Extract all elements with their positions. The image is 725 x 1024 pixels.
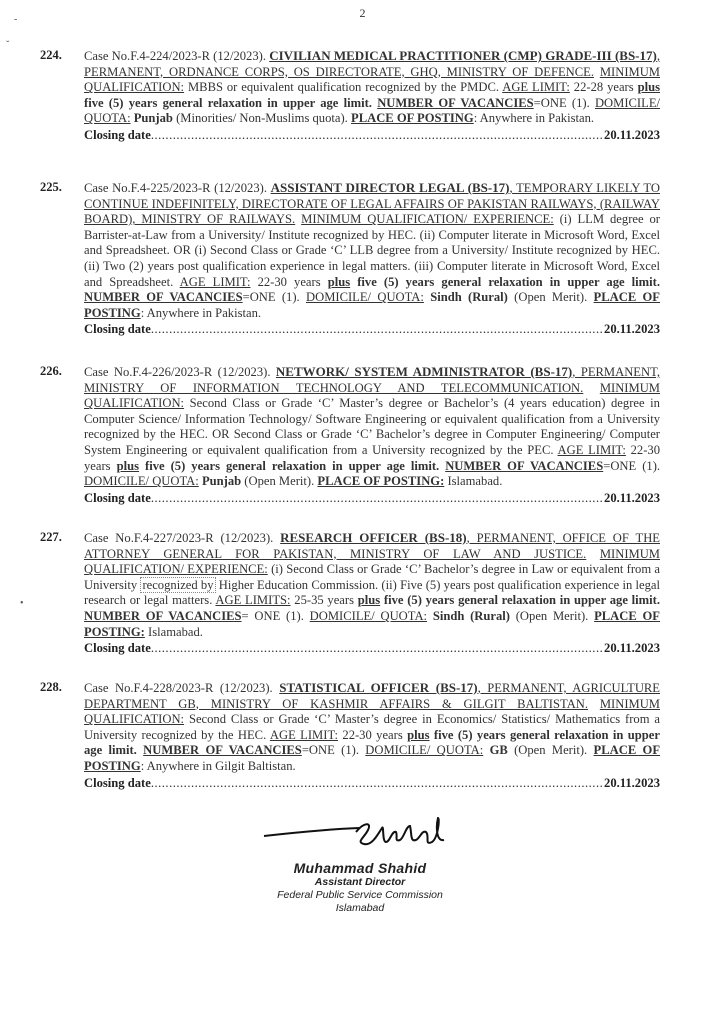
leader-dots	[151, 491, 604, 506]
domicile-label: DOMICILE/ QUOTA:	[84, 474, 199, 489]
plus-text: plus	[357, 593, 381, 608]
min-qualification: Second Class or Grade ‘C’ Master’s degree or Bachelor’s (4 years education) degree in Computer Science/ Information Technology/ Software Engineering or equivalent qualification from a University recognized by the HEC. OR Second Class or Grade ‘C’ Bachelor’s degree in Computer Engineering/ Computer System Engineering or equivalent qualification from a University recognized by the PEC.	[84, 396, 660, 457]
min-qualification-label: MINIMUM QUALIFICATION:	[84, 380, 660, 411]
domicile-label: DOMICILE/ QUOTA:	[309, 608, 428, 623]
vacancies-label: NUMBER OF VACANCIES	[84, 290, 243, 305]
post-details: , PERMANENT, ORDNANCE CORPS, OS DIRECTORATE, GHQ, MINISTRY OF DEFENCE.	[84, 49, 660, 79]
age-limit: 22-28 years	[573, 80, 634, 95]
age-limit: 22-30 years	[257, 274, 321, 289]
posting-label: PLACE OF POSTING:	[317, 474, 445, 489]
vacancies-value: =ONE (1).	[533, 95, 590, 110]
closing-date: 20.11.2023	[604, 322, 660, 337]
posting-value: Islamabad.	[148, 624, 203, 639]
age-relaxation: five (5) years general relaxation in upper age limit.	[84, 727, 660, 758]
age-limit-label: AGE LIMIT:	[502, 80, 570, 95]
closing-date-line	[84, 128, 660, 143]
posting-label: PLACE OF POSTING	[84, 290, 661, 320]
leader-dots	[151, 641, 604, 656]
posting-value: : Anywhere in Gilgit Baltistan.	[140, 758, 296, 773]
signature-block	[230, 812, 490, 915]
page-number: 2	[359, 6, 366, 20]
vacancy-entry-227	[40, 530, 660, 656]
age-limit-label: AGE LIMIT:	[269, 727, 339, 742]
closing-date: 20.11.2023	[604, 641, 660, 656]
posting-label: PLACE OF POSTING:	[84, 608, 660, 639]
post-title: RESEARCH OFFICER (BS-18)	[280, 530, 467, 545]
post-details: , PERMANENT, AGRICULTURE DEPARTMENT GB, MINISTRY OF KASHMIR AFFAIRS & GILGIT BALTISTAN.	[84, 681, 661, 711]
vacancies-label: NUMBER OF VACANCIES	[445, 458, 604, 473]
domicile-note: (Minorities/ Non-Muslims quota).	[176, 111, 348, 126]
closing-date-label: Closing date	[84, 127, 151, 142]
vacancies-value: = ONE (1).	[241, 608, 304, 623]
entry-number: 224.	[40, 48, 62, 62]
case-number: Case No.F.4-228/2023-R (12/2023).	[84, 681, 273, 695]
entry-text	[84, 48, 660, 127]
plus-text: plus	[116, 458, 140, 473]
domicile-value: Punjab	[133, 111, 173, 126]
handwritten-signature	[260, 812, 460, 856]
leader-dots	[151, 776, 604, 791]
domicile-value: Sindh (Rural)	[432, 608, 510, 623]
post-details: , TEMPORARY LIKELY TO CONTINUE INDEFINITELY, DIRECTORATE OF LEGAL AFFAIRS OF PAKISTAN RAILWAYS, (RAILWAY BOARD), MINISTRY OF RAILWAYS.	[84, 181, 660, 227]
age-limit-label: AGE LIMITS:	[215, 593, 291, 608]
post-title: NETWORK/ SYSTEM ADMINISTRATOR (BS-17)	[275, 364, 573, 379]
min-qualification: MBBS or equivalent qualification recognized by the PMDC.	[187, 80, 499, 95]
post-title: CIVILIAN MEDICAL PRACTITIONER (CMP) GRADE-III (BS-17)	[269, 48, 657, 63]
closing-date-label: Closing date	[84, 490, 151, 505]
leader-dots	[151, 128, 604, 143]
plus-text: plus	[637, 80, 660, 95]
case-number: Case No.F.4-226/2023-R (12/2023).	[84, 365, 271, 379]
entry-number: 228.	[40, 680, 62, 694]
entry-text	[84, 530, 660, 640]
scan-mark: •	[20, 598, 24, 609]
domicile-value: Sindh (Rural)	[430, 290, 508, 305]
case-number: Case No.F.4-225/2023-R (12/2023).	[84, 181, 267, 195]
signatory-organization: Federal Public Service Commission	[277, 889, 443, 901]
post-title: ASSISTANT DIRECTOR LEGAL (BS-17)	[270, 180, 510, 195]
age-limit: 25-35 years	[294, 593, 354, 608]
entry-text	[84, 680, 660, 775]
closing-date-label: Closing date	[84, 775, 151, 790]
posting-label: PLACE OF POSTING	[351, 111, 474, 126]
entry-number: 227.	[40, 530, 62, 544]
age-relaxation: five (5) years general relaxation in upper age limit.	[145, 458, 440, 473]
age-limit: 22-30 years	[84, 442, 660, 473]
vacancy-entry-228	[40, 680, 660, 791]
leader-dots	[151, 322, 604, 337]
age-limit: 22-30 years	[342, 727, 403, 742]
posting-value: : Anywhere in Pakistan.	[473, 111, 595, 126]
entry-text	[84, 180, 660, 321]
post-details: , PERMANENT, MINISTRY OF INFORMATION TECHNOLOGY AND TELECOMMUNICATION.	[84, 365, 660, 395]
vacancy-entry-225	[40, 180, 660, 337]
plus-text: plus	[407, 727, 430, 742]
closing-date-line	[84, 491, 660, 506]
age-limit-label: AGE LIMIT:	[179, 274, 251, 289]
domicile-value: Punjab	[201, 474, 242, 489]
domicile-label: DOMICILE/ QUOTA:	[365, 743, 484, 758]
domicile-note: (Open Merit).	[244, 474, 315, 489]
closing-date: 20.11.2023	[604, 775, 660, 790]
min-qualification-label: MINIMUM QUALIFICATION:	[84, 64, 660, 95]
domicile-note: (Open Merit).	[514, 290, 588, 305]
signatory-designation: Assistant Director	[314, 876, 406, 888]
stamp-box: recognized by	[142, 577, 214, 592]
signatory-city: Islamabad	[335, 902, 385, 914]
vacancies-label: NUMBER OF VACANCIES	[143, 743, 302, 758]
closing-date: 20.11.2023	[604, 490, 660, 505]
vacancies-value: =ONE (1).	[242, 290, 300, 305]
min-qualification: (i) LLM degree or Barrister-at-Law from a University/ Institute recognized by HEC. (ii) Computer literate in Microsoft Word, Excel and Spreadsheet. OR (i) Second Class or Grade ‘C’ LLB degree from a University/ Institute recognized by HEC. (ii) Two (2) years post qualification experience in legal matters. (iii) Computer literate in Microsoft Word, Excel and Spreadsheet.	[84, 212, 661, 289]
vacancies-label: NUMBER OF VACANCIES	[84, 608, 242, 623]
domicile-note: (Open Merit).	[514, 743, 588, 758]
posting-label: PLACE OF POSTING	[84, 743, 661, 773]
closing-date-label: Closing date	[84, 641, 151, 656]
entry-number: 226.	[40, 364, 62, 378]
domicile-value: GB	[489, 743, 508, 758]
min-qualification: (i) Second Class or Grade ‘C’ Bachelor’s degree in Law or equivalent from a University	[84, 562, 661, 592]
age-relaxation: five (5) years general relaxation in upper age limit.	[84, 95, 372, 110]
domicile-label: DOMICILE/ QUOTA:	[306, 290, 424, 305]
vacancies-value: =ONE (1).	[603, 458, 661, 473]
case-number: Case No.F.4-227/2023-R (12/2023).	[84, 531, 274, 545]
signatory-name: Muhammad Shahid	[293, 860, 427, 876]
closing-date-line	[84, 641, 660, 656]
min-qualification-cont: Higher Education Commission. (ii) Five (5) years post qualification experience in legal research or legal matters.	[84, 577, 660, 608]
posting-value: Islamabad.	[447, 474, 503, 489]
vacancies-label: NUMBER OF VACANCIES	[377, 95, 534, 110]
post-details: , PERMANENT, OFFICE OF THE ATTORNEY GENERAL FOR PAKISTAN, MINISTRY OF LAW AND JUSTICE.	[84, 531, 660, 561]
min-qualification-label: MINIMUM QUALIFICATION/ EXPERIENCE:	[84, 546, 660, 577]
closing-date-line	[84, 322, 660, 337]
age-limit-label: AGE LIMIT:	[557, 442, 626, 457]
vacancy-entry-226	[40, 364, 660, 506]
domicile-label: DOMICILE/ QUOTA:	[84, 95, 661, 126]
entry-number: 225.	[40, 180, 62, 194]
closing-date-label: Closing date	[84, 322, 151, 337]
closing-date: 20.11.2023	[604, 127, 660, 142]
age-relaxation: five (5) years general relaxation in upper age limit.	[357, 274, 661, 289]
vacancy-entry-224	[40, 48, 660, 143]
min-qualification: Second Class or Grade ‘C’ Master’s degree in Economics/ Statistics/ Mathematics from a University recognized by the HEC.	[84, 712, 660, 742]
min-qualification-label: MINIMUM QUALIFICATION/ EXPERIENCE:	[301, 212, 554, 227]
scan-mark: ˇ	[6, 40, 10, 51]
plus-text: plus	[327, 274, 351, 289]
post-title: STATISTICAL OFFICER (BS-17)	[279, 680, 478, 695]
entry-text	[84, 364, 660, 490]
domicile-note: (Open Merit).	[515, 608, 589, 623]
scan-mark: -	[14, 14, 18, 25]
min-qualification-label: MINIMUM QUALIFICATION:	[84, 696, 660, 727]
closing-date-line	[84, 776, 660, 791]
age-relaxation: five (5) years general relaxation in upper age limit.	[383, 593, 660, 608]
posting-value: : Anywhere in Pakistan.	[140, 305, 262, 320]
vacancies-value: =ONE (1).	[301, 743, 359, 758]
case-number: Case No.F.4-224/2023-R (12/2023).	[84, 49, 266, 63]
